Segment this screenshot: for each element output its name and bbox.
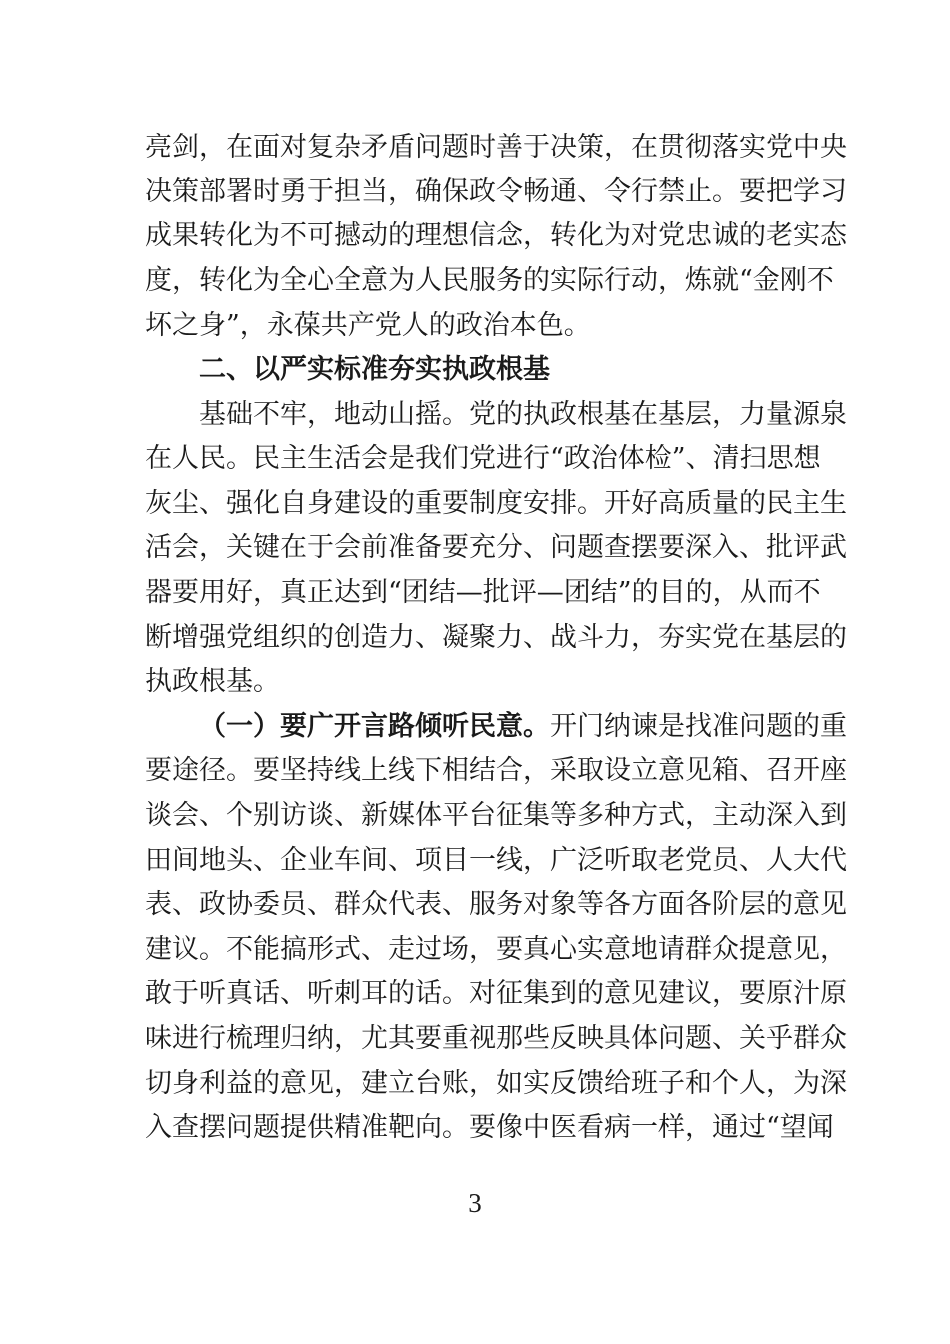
subsection-line: [199, 711, 847, 742]
page-number: 3: [468, 1188, 482, 1218]
body-line: 田间地头、企业车间、项目一线，广泛听取老党员、人大代: [145, 845, 847, 876]
body-line: 敢于听真话、听刺耳的话。对征集到的意见建议，要原汁原: [145, 978, 847, 1009]
body-line: 决策部署时勇于担当，确保政令畅通、令行禁止。要把学习: [145, 176, 847, 207]
body-line: 器要用好，真正达到“团结—批评—团结”的目的，从而不: [145, 577, 821, 608]
body-line: 坏之身”，永葆共产党人的政治本色。: [145, 310, 591, 341]
body-line: 要途径。要坚持线上线下相结合，采取设立意见箱、召开座: [145, 755, 847, 786]
body-line: 入查摆问题提供精准靶向。要像中医看病一样，通过“望闻: [145, 1112, 834, 1143]
body-line: 活会，关键在于会前准备要充分、问题查摆要深入、批评武: [145, 532, 847, 563]
subsection-text: 开门纳谏是找准问题的重: [550, 711, 847, 742]
body-line: 基础不牢，地动山摇。党的执政根基在基层，力量源泉: [199, 399, 847, 430]
body-line: 表、政协委员、群众代表、服务对象等各方面各阶层的意见: [145, 889, 847, 920]
body-line: 在人民。民主生活会是我们党进行“政治体检”、清扫思想: [145, 443, 821, 474]
section-heading: 二、以严实标准夯实执政根基: [199, 354, 550, 385]
body-line: 执政根基。: [145, 666, 280, 697]
body-line: 切身利益的意见，建立台账，如实反馈给班子和个人，为深: [145, 1068, 847, 1099]
body-line: 建议。不能搞形式、走过场，要真心实意地请群众提意见，: [145, 934, 847, 965]
body-line: 谈会、个别访谈、新媒体平台征集等多种方式，主动深入到: [145, 800, 847, 831]
body-line: 味进行梳理归纳，尤其要重视那些反映具体问题、关乎群众: [145, 1023, 847, 1054]
subsection-heading: （一）要广开言路倾听民意。: [199, 711, 550, 742]
body-line: 断增强党组织的创造力、凝聚力、战斗力，夯实党在基层的: [145, 622, 847, 653]
body-line: 灰尘、强化自身建设的重要制度安排。开好高质量的民主生: [145, 488, 847, 519]
body-line: 度，转化为全心全意为人民服务的实际行动，炼就“金刚不: [145, 265, 834, 296]
body-line: 亮剑，在面对复杂矛盾问题时善于决策，在贯彻落实党中央: [145, 132, 847, 163]
body-line: 成果转化为不可撼动的理想信念，转化为对党忠诚的老实态: [145, 220, 847, 251]
